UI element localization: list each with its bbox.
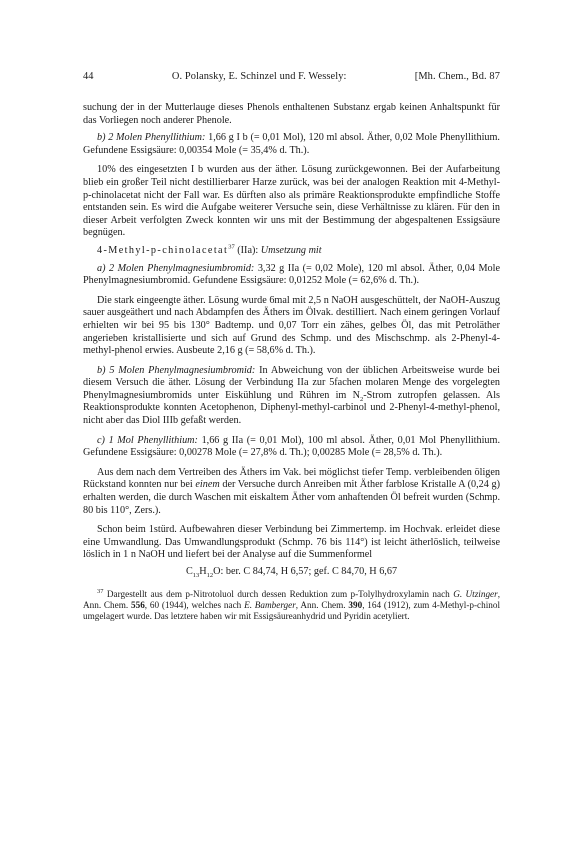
footnote [83, 589, 500, 623]
paragraph-crystals [83, 467, 500, 517]
footnote-text: , Ann. Chem. [295, 600, 349, 610]
paragraph-text: der Versuche durch Anreiben mit Äther farblose Kristalle A (0,24 g) erhalten werden, die durch Waschen mit eiskaltem Äther vom anhaftenden Öl befreit wurden (Schmp. 80 bis 110°, Zers.). [83, 479, 500, 516]
formula-analysis: O: ber. C 84,74, H 6,57; gef. C 84,70, H 6,67 [213, 566, 398, 577]
paragraph-b-grignard [83, 365, 500, 428]
paragraph-text: 3,32 g IIa (= 0,02 Mole), 120 ml absol. Äther, 0,04 Mole Phenylmagnesiumbromid. Gefundene Essigsäure: 0,01252 Mole (= 62,6% d. Th.). [83, 262, 500, 287]
formula-carbon-count: 13 [192, 572, 200, 580]
subsection-heading: a) 2 Molen Phenylmagnesiumbromid: [97, 262, 255, 274]
paragraph-b-phenyllithium [83, 132, 500, 157]
journal-reference: [Mh. Chem., Bd. 87 [414, 71, 500, 82]
footnote-37 [83, 589, 500, 623]
footnote-author: G. Utzinger [453, 588, 498, 599]
paragraph-recovery: 10% des eingesetzten I b wurden aus der äther. Lösung zurückgewonnen. Bei der Aufarbeitung blieb ein großer Teil nicht destillierbarer Harze zurück, was bei der analogen Reaktion mit 4-Methyl-p-chinolacetat nicht der Fall war. Es dürften also als primäre Reaktionsprodukte empfindliche Stoffe entstanden sein. Es wird die Aufgabe weiterer Versuche sein, diese Verhältnisse zu klären. Für den in dieser Arbeit verfolgten Zweck konnten wir uns mit der Bestimmung der abgespaltenen Essigsäure begnügen. [83, 164, 500, 239]
paragraph-c-phenyllithium [83, 435, 500, 460]
emphasis: einem [195, 479, 220, 491]
paragraph-text: 1,66 g I b (= 0,01 Mol), 120 ml absol. Äther, 0,02 Mole Phenyllithium. Gefundene Essigsäure: 0,00354 Mole (= 35,4% d. Th.). [83, 132, 500, 156]
subscript: 2 [359, 395, 364, 403]
footnote-mark: 37 [97, 587, 104, 595]
formula-carbon: C [185, 566, 193, 577]
formula-hydrogen-count: 12 [206, 572, 214, 580]
paragraph-a-grignard [83, 263, 500, 288]
page-number: 44 [83, 71, 94, 82]
footnote-text: , Ann. Chem. [83, 588, 500, 610]
subsection-heading: b) 2 Molen Phenyllithium: [97, 132, 206, 144]
compound-label: (IIa): [234, 244, 261, 256]
paragraph-text: Aus dem nach dem Vertreiben des Äthers im Vak. bei möglichst tiefer Temp. verbleibenden öligen Rückstand konnten nur bei [83, 466, 500, 491]
formula-hydrogen: H [199, 566, 207, 577]
footnote-volume: 390 [348, 600, 363, 610]
compound-name: 4-Methyl-p-chinolacetat [97, 244, 229, 256]
footnote-text: Dargestellt aus dem p-Nitrotoluol durch dessen Reduktion zum p-Tolylhydroxylamin nach [103, 588, 454, 599]
page [83, 71, 500, 623]
paragraph-text: -Strom zutropfen gelassen. Als Reaktionsprodukte konnten Acetophenon, Diphenyl-methyl-carbinol und 2-Phenyl-4-methyl-phenol, nicht aber das Diol IIIb gefaßt werden. [83, 389, 501, 427]
footnote-text: , 164 (1912), zum 4-Methyl-p-chinol umgelagert wurde. Das letztere haben wir mit Essigsäureanhydrid und Pyridin acetyliert. [83, 600, 501, 622]
footnote-text: , 60 (1944), welches nach [144, 600, 245, 610]
paragraph-continuation: suchung der in der Mutterlauge dieses Phenols enthaltenen Substanz ergab keinen Anhaltspunkt für das Vorliegen noch anderer Phenole. [83, 102, 500, 126]
paragraph-text: In Abweichung von der üblichen Arbeitsweise wurde bei diesem Versuch die äther. Lösung der Verbindung IIa zur 5fachen molaren Menge des vorgelegten Phenylmagnesiumbromids unter Eiskühlung und Rühren im N [83, 364, 500, 401]
paragraph-conversion: Schon beim 1stürd. Aufbewahren dieser Verbindung bei Zimmertemp. im Hochvak. erleidet diese eine Umwandlung. Das Umwandlungsprodukt (Schmp. 76 bis 114°) ist leicht ätherlöslich, teilweise löslich in 1 n NaOH und liefert bei der Analyse auf die Summenformel [83, 524, 500, 561]
subsection-heading: b) 5 Molen Phenylmagnesiumbromid: [97, 364, 256, 376]
footnote-author: E. Bamberger [244, 600, 296, 610]
elemental-analysis-formula [83, 566, 500, 579]
section-subtitle: Umsetzung mit [260, 244, 322, 256]
subsection-heading: c) 1 Mol Phenyllithium: [97, 434, 198, 446]
section-heading-chinolacetat [83, 245, 500, 258]
paragraph-text: 1,66 g IIa (= 0,01 Mol), 100 ml absol. Äther, 0,01 Mol Phenyllithium. Gefundene Essigsäure: 0,00278 Mole (= 27,8% d. Th.); 0,00285 Mole (= 28,5% d. Th.). [83, 434, 500, 459]
paragraph-workup: Die stark eingeengte äther. Lösung wurde 6mal mit 2,5 n NaOH ausgeschüttelt, der NaOH-Auszug sauer ausgeäthert und nach Abdampfen des Äthers im Ölvak. destilliert. Nach einem geringen Vorlauf erhielten wir bei 95 bis 130° Badtemp. und 0,07 Torr ein zähes, gelbes Öl, das mit Petroläther angerieben kristallisierte und sich auf Grund des Schmp. und des Mischschmp. als 2-Phenyl-4-methyl-phenol erwies. Ausbeute 2,16 g (= 58,6% d. Th.). [83, 294, 500, 357]
footnote-ref: 37 [228, 243, 235, 251]
running-head: O. Polansky, E. Schinzel und F. Wessely: [171, 71, 347, 82]
footnote-volume: 556 [131, 600, 145, 610]
page-header [83, 71, 500, 82]
